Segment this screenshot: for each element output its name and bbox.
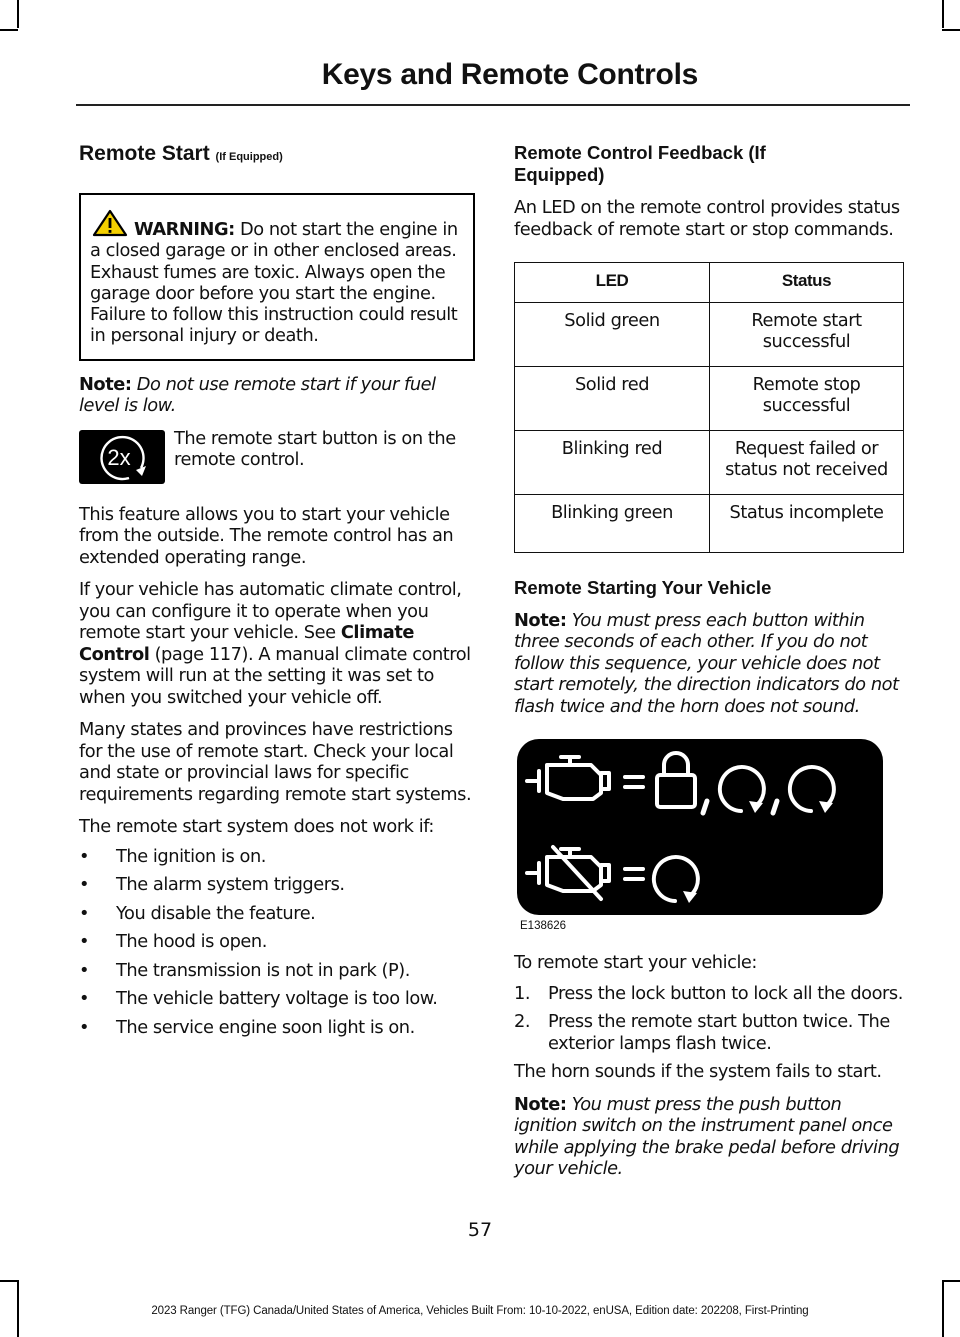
led-cell: Solid red xyxy=(515,366,710,430)
paragraph-not-work: The remote start system does not work if: xyxy=(79,816,434,838)
remote-start-icon xyxy=(79,430,165,484)
title-divider xyxy=(76,104,910,106)
bullet-marker: • xyxy=(79,874,90,896)
section-title: Remote Start (If Equipped) xyxy=(79,142,283,165)
footer-text: 2023 Ranger (TFG) Canada/United States of America, Vehicles Built From: 10-10-2022, enUSA, Edition date: 202208, First-Printing xyxy=(151,1305,809,1317)
crop-mark xyxy=(942,29,960,31)
warning-paragraph xyxy=(90,209,464,347)
paragraph-restrictions: Many states and provinces have restrictions for the use of remote start. Check your local and state or provincial laws for specific requirements regarding remote start systems. xyxy=(79,719,472,805)
led-cell: Blinking green xyxy=(515,494,710,552)
engine-icon xyxy=(527,757,609,799)
led-status-table xyxy=(514,262,904,553)
note-sequence: Note: You must press each button within three seconds of each other. If you do not follow this sequence, your vehicle does not start remotely, the direction indicators do not flash twice and the horn does not sound. xyxy=(514,609,899,717)
bullet-marker: • xyxy=(79,845,90,867)
bullet-marker: • xyxy=(79,931,90,953)
warning-box xyxy=(79,193,475,361)
starting-title: Remote Starting Your Vehicle xyxy=(514,576,772,598)
step-item xyxy=(514,983,906,1005)
step-text: Press the remote start button twice. The exterior lamps flash twice. xyxy=(548,1011,890,1054)
feedback-intro: An LED on the remote control provides status feedback of remote start or stop commands. xyxy=(514,197,900,240)
paragraph-feature: This feature allows you to start your vehicle from the outside. The remote control has an extended operating range. xyxy=(79,503,454,568)
bullet-marker: • xyxy=(79,1016,90,1038)
step-text: Press the lock button to lock all the doors. xyxy=(548,982,903,1004)
crop-mark xyxy=(942,1280,960,1282)
led-cell: Solid green xyxy=(515,302,710,366)
button-caption: The remote start button is on the remote control. xyxy=(174,427,456,471)
button-icon-text: 2x xyxy=(107,444,131,470)
table-row xyxy=(515,494,904,552)
not-work-list xyxy=(79,846,475,1039)
section-qualifier: (If Equipped) xyxy=(215,151,283,163)
remote-start-illustration xyxy=(517,739,883,915)
engine-lock-start-diagram xyxy=(517,739,883,915)
list-item: • The vehicle battery voltage is too low. xyxy=(79,988,438,1010)
steps-list xyxy=(514,983,906,1055)
list-item: • The transmission is not in park (P). xyxy=(79,959,410,981)
step-number: 1. xyxy=(514,982,531,1004)
table-header-status: Status xyxy=(710,263,904,303)
table-header-led: LED xyxy=(515,263,710,303)
warning-text: Do not start the engine in a closed garage or in other enclosed areas. Exhaust fumes are toxic. Always open the garage door before you start the engine. Failure to follow this instruction could result in personal injury or death. xyxy=(90,219,458,347)
list-item: • The service engine soon light is on. xyxy=(79,1016,415,1038)
remote-start-button-image xyxy=(79,430,165,484)
table-row xyxy=(515,430,904,494)
lock-icon xyxy=(657,753,695,807)
horn-text: The horn sounds if the system fails to start. xyxy=(514,1061,882,1082)
step-number: 2. xyxy=(514,1011,531,1032)
note-ignition: Note: You must press the push button ignition switch on the instrument panel once while applying the brake pedal before driving your vehicle. xyxy=(514,1093,900,1179)
steps-intro: To remote start your vehicle: xyxy=(514,952,757,973)
crop-mark xyxy=(0,1280,18,1282)
list-item: • The ignition is on. xyxy=(79,845,266,867)
led-cell: Blinking red xyxy=(515,430,710,494)
step-item xyxy=(514,1011,906,1054)
page-title: Keys and Remote Controls xyxy=(321,58,698,91)
bullet-marker: • xyxy=(79,988,90,1010)
bullet-marker: • xyxy=(79,902,90,924)
paragraph-climate: If your vehicle has automatic climate control, you can configure it to operate when you remote start your vehicle. See Climate Control (page 117). A manual climate control system will run at the setting it was set to when you switched your vehicle off. xyxy=(79,579,471,708)
list-item: • You disable the feature. xyxy=(79,902,316,924)
crop-mark xyxy=(942,0,944,28)
engine-off-icon xyxy=(527,847,609,899)
status-cell: Status incomplete xyxy=(710,494,904,552)
illustration-id: E138626 xyxy=(520,920,567,932)
list-item: • The hood is open. xyxy=(79,931,267,953)
warning-triangle-icon xyxy=(92,209,128,237)
list-item: • The alarm system triggers. xyxy=(79,874,345,896)
status-cell: Remote start successful xyxy=(710,302,904,366)
feedback-title: Remote Control Feedback (If Equipped) xyxy=(514,142,766,185)
table-row xyxy=(515,366,904,430)
right-column xyxy=(514,142,906,1180)
note-remote-start: Note: Do not use remote start if your fuel level is low. xyxy=(79,373,436,417)
left-column xyxy=(79,142,475,1045)
bullet-marker: • xyxy=(79,959,90,981)
remote-start-button-row xyxy=(79,428,475,504)
table-row xyxy=(515,302,904,366)
page-number: 57 xyxy=(467,1219,493,1241)
status-cell: Remote stop successful xyxy=(710,366,904,430)
warning-label: WARNING: xyxy=(134,219,235,240)
status-cell: Request failed or status not received xyxy=(710,430,904,494)
crop-mark xyxy=(0,29,18,31)
climate-control-link[interactable]: Climate Control xyxy=(79,622,415,665)
crop-mark xyxy=(17,0,19,28)
